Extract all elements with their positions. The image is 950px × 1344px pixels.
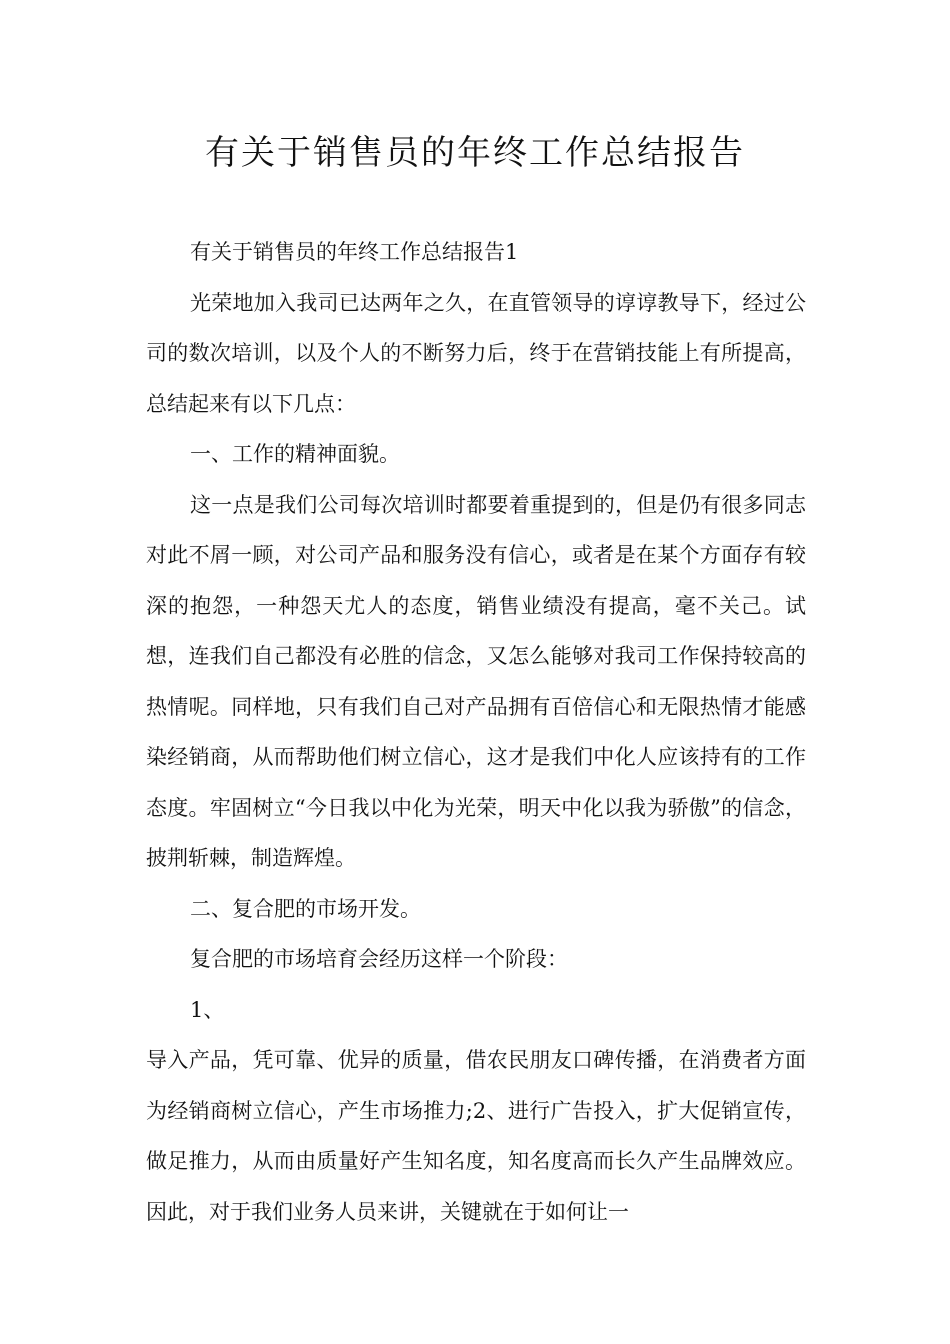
paragraph-subtitle: 有关于销售员的年终工作总结报告1 <box>190 240 519 264</box>
section-heading-1: 一、工作的精神面貌。 <box>190 442 400 466</box>
paragraph-section-1: 这一点是我们公司每次培训时都要着重提到的，但是仍有很多同志对此不屑一顾，对公司产品和服务没有信心，或者是在某个方面存有较深的抱怨，一种怨天尤人的态度，销售业绩没有提高，毫不关己。试想，连我们自己都没有必胜的信念，又怎么能够对我司工作保持较高的热情呢。同样地，只有我们自己对产品拥有百倍信心和无限热情才能感染经销商，从而帮助他们树立信心，这才是我们中化人应该持有的工作态度。牢固树立“今日我以中化为光荣，明天中化以我为骄傲”的信念，披荆斩棘，制造辉煌。 <box>146 492 806 870</box>
section-heading-2: 二、复合肥的市场开发。 <box>190 896 421 921</box>
paragraph-section-2-intro: 复合肥的市场培育会经历这样一个阶段： <box>190 947 568 971</box>
list-item-number: 1、 <box>190 997 225 1022</box>
paragraph-section-2-body: 导入产品，凭可靠、优异的质量，借农民朋友口碑传播，在消费者方面为经销商树立信心，产生市场推力;2、进行广告投入，扩大促销宣传，做足推力，从而由质量好产生知名度，知名度高而长久产生品牌效应。因此，对于我们业务人员来讲，关键就在于如何让一 <box>146 1048 806 1224</box>
paragraph-intro: 光荣地加入我司已达两年之久，在直管领导的谆谆教导下，经过公司的数次培训，以及个人的不断努力后，终于在营销技能上有所提高，总结起来有以下几点： <box>146 290 806 416</box>
document-body <box>146 227 806 1237</box>
document-title: 有关于销售员的年终工作总结报告 <box>205 133 745 173</box>
